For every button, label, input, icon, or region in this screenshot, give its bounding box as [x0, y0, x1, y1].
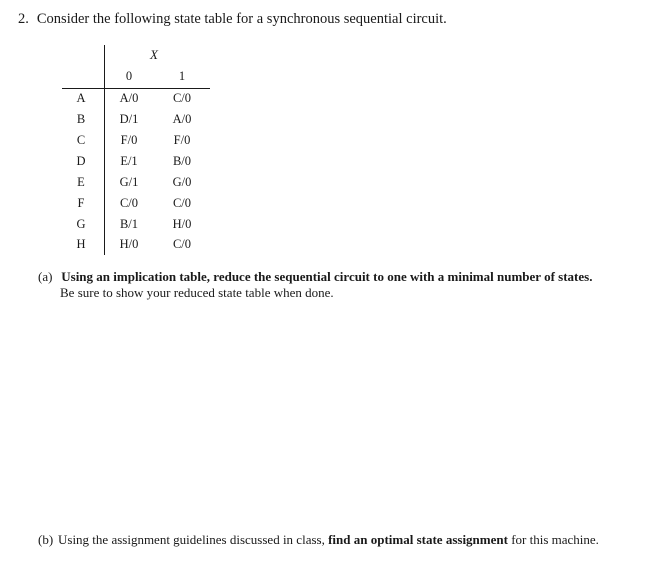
next-state-output-x0: F/0 [120, 133, 138, 147]
input-variable-label: X [150, 47, 158, 62]
next-state-output-x1: A/0 [172, 112, 192, 126]
next-state-output-x1: G/0 [172, 175, 192, 189]
part-b-instruction: find an optimal state assignment [328, 532, 508, 547]
part-b-label: (b) [38, 532, 54, 547]
next-state-output-x1: B/0 [172, 154, 192, 168]
table-horizontal-rule [62, 88, 210, 89]
next-state-output-x1: F/0 [173, 133, 191, 147]
part-b [38, 532, 599, 548]
present-state: G [76, 217, 86, 231]
present-state: E [77, 175, 85, 189]
part-b-text-after: for this machine. [507, 532, 599, 547]
part-a-instruction: Using an implication table, reduce the sequential circuit to one with a minimal number of states. [61, 269, 593, 284]
present-state: C [76, 133, 86, 147]
input-column-header-0: 0 [125, 69, 133, 83]
present-state: B [76, 112, 86, 126]
part-a-line1 [38, 269, 592, 285]
table-row [62, 133, 212, 153]
table-row [62, 112, 212, 132]
table-row [62, 217, 212, 237]
next-state-output-x0: E/1 [120, 154, 138, 168]
next-state-output-x0: G/1 [119, 175, 139, 189]
table-row [62, 175, 212, 195]
part-a-label: (a) [38, 269, 53, 284]
next-state-output-x1: C/0 [172, 91, 192, 105]
present-state: H [76, 237, 86, 251]
problem-statement: Consider the following state table for a synchronous sequential circuit. [36, 11, 447, 27]
present-state: D [76, 154, 86, 168]
problem-number: 2. [18, 11, 29, 27]
next-state-output-x1: H/0 [172, 217, 192, 231]
present-state: F [77, 196, 85, 210]
next-state-output-x0: A/0 [119, 91, 139, 105]
state-table [62, 45, 212, 255]
table-row [62, 91, 212, 111]
next-state-output-x0: H/0 [119, 237, 139, 251]
next-state-output-x0: C/0 [119, 196, 139, 210]
present-state: A [76, 91, 86, 105]
next-state-output-x1: C/0 [172, 237, 192, 251]
table-row [62, 154, 212, 174]
part-b-text-before: Using the assignment guidelines discussed in class, [58, 532, 329, 547]
problem-heading [18, 11, 447, 28]
table-row [62, 237, 212, 257]
next-state-output-x0: D/1 [119, 112, 139, 126]
next-state-output-x0: B/1 [119, 217, 139, 231]
input-column-header-1: 1 [178, 69, 186, 83]
part-a [38, 269, 592, 301]
next-state-output-x1: C/0 [172, 196, 192, 210]
table-row [62, 196, 212, 216]
part-a-followup: Be sure to show your reduced state table when done. [60, 285, 334, 300]
